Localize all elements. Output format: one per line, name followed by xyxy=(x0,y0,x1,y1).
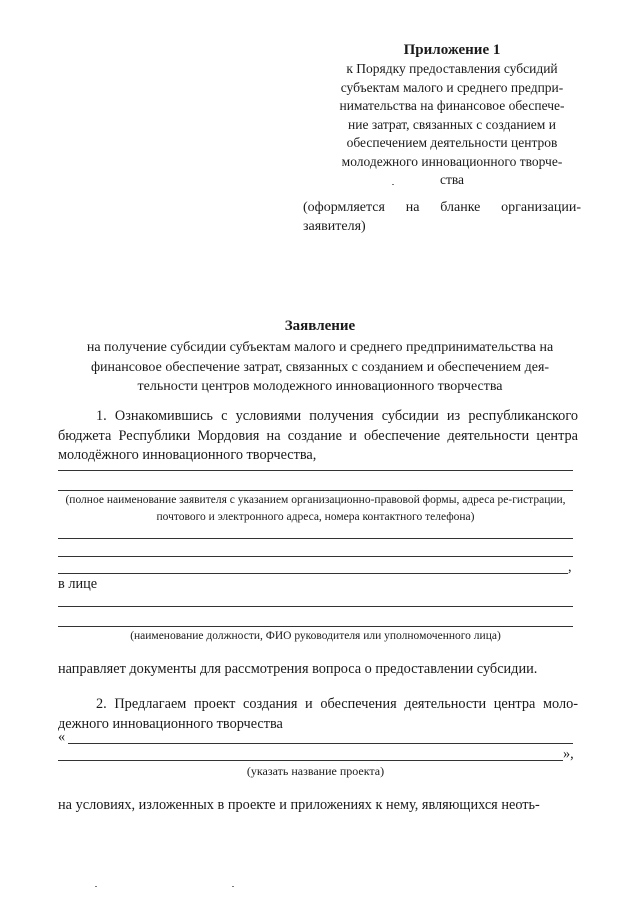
scan-speck xyxy=(232,886,234,887)
representative-line[interactable] xyxy=(58,606,573,607)
in-person-label: в лице xyxy=(58,576,98,592)
appendix-line: молодежного инновационного творче- xyxy=(341,153,563,169)
appendix-title: Приложение 1 xyxy=(403,42,501,58)
letterhead-note: (оформляется на бланке организации-заявителя) xyxy=(303,200,581,234)
sends-documents-text: направляет документы для рассмотрения вопроса о предоставлении субсидии. xyxy=(58,661,538,677)
appendix-line: обеспечением деятельности центров xyxy=(346,135,558,150)
project-name-line[interactable] xyxy=(68,743,573,744)
project-name-line[interactable] xyxy=(58,760,563,761)
quote-close: », xyxy=(563,746,574,762)
applicant-details-line[interactable] xyxy=(58,538,573,539)
scan-speck xyxy=(392,184,394,185)
applicant-details-line[interactable] xyxy=(58,573,568,574)
appendix-line: ства xyxy=(439,172,465,187)
statement-subtitle xyxy=(55,338,585,397)
project-caption: (указать название проекта) xyxy=(246,764,385,778)
applicant-name-line[interactable] xyxy=(58,490,573,491)
appendix-line: ние затрат, связанных с созданием и xyxy=(348,116,556,132)
statement-subtitle-line: тельности центров молодежного инновационного творчества xyxy=(137,379,503,394)
applicant-name-line[interactable] xyxy=(58,470,573,471)
appendix-line: субъектам малого и среднего предпри- xyxy=(340,79,564,95)
applicant-caption: (полное наименование заявителя с указанием организационно-правовой формы, адреса ре-гистрации, почтового и электронного адреса, номера контактного телефона) xyxy=(65,494,566,523)
quote-open: « xyxy=(58,729,66,745)
appendix-header xyxy=(322,40,582,190)
statement-subtitle-line: финансовое обеспечение затрат, связанных с созданием и обеспечением дея- xyxy=(90,359,550,375)
statement-title: Заявление xyxy=(284,318,356,334)
applicant-details-line[interactable] xyxy=(58,556,573,557)
conditions-text: на условиях, изложенных в проекте и приложениях к нему, являющихся неоть- xyxy=(58,797,540,813)
appendix-line: к Порядку предоставления субсидий xyxy=(346,61,558,76)
representative-line[interactable] xyxy=(58,626,573,627)
paragraph-2: 2. Предлагаем проект создания и обеспечения деятельности центра моло-дежного инновационного творчества xyxy=(58,696,578,732)
scan-speck xyxy=(95,886,97,887)
representative-caption: (наименование должности, ФИО руководителя или уполномоченного лица) xyxy=(130,630,501,642)
appendix-line: нимательства на финансовое обеспече- xyxy=(339,98,565,113)
statement-subtitle-line: на получение субсидии субъектам малого и среднего предпринимательства на xyxy=(86,340,554,355)
paragraph-1: 1. Ознакомившись с условиями получения субсидии из республиканского бюджета Республики Мордовия на создание и обеспечение деятельности центра молодёжного инновационного творчества, xyxy=(58,408,578,463)
comma: , xyxy=(568,559,572,575)
